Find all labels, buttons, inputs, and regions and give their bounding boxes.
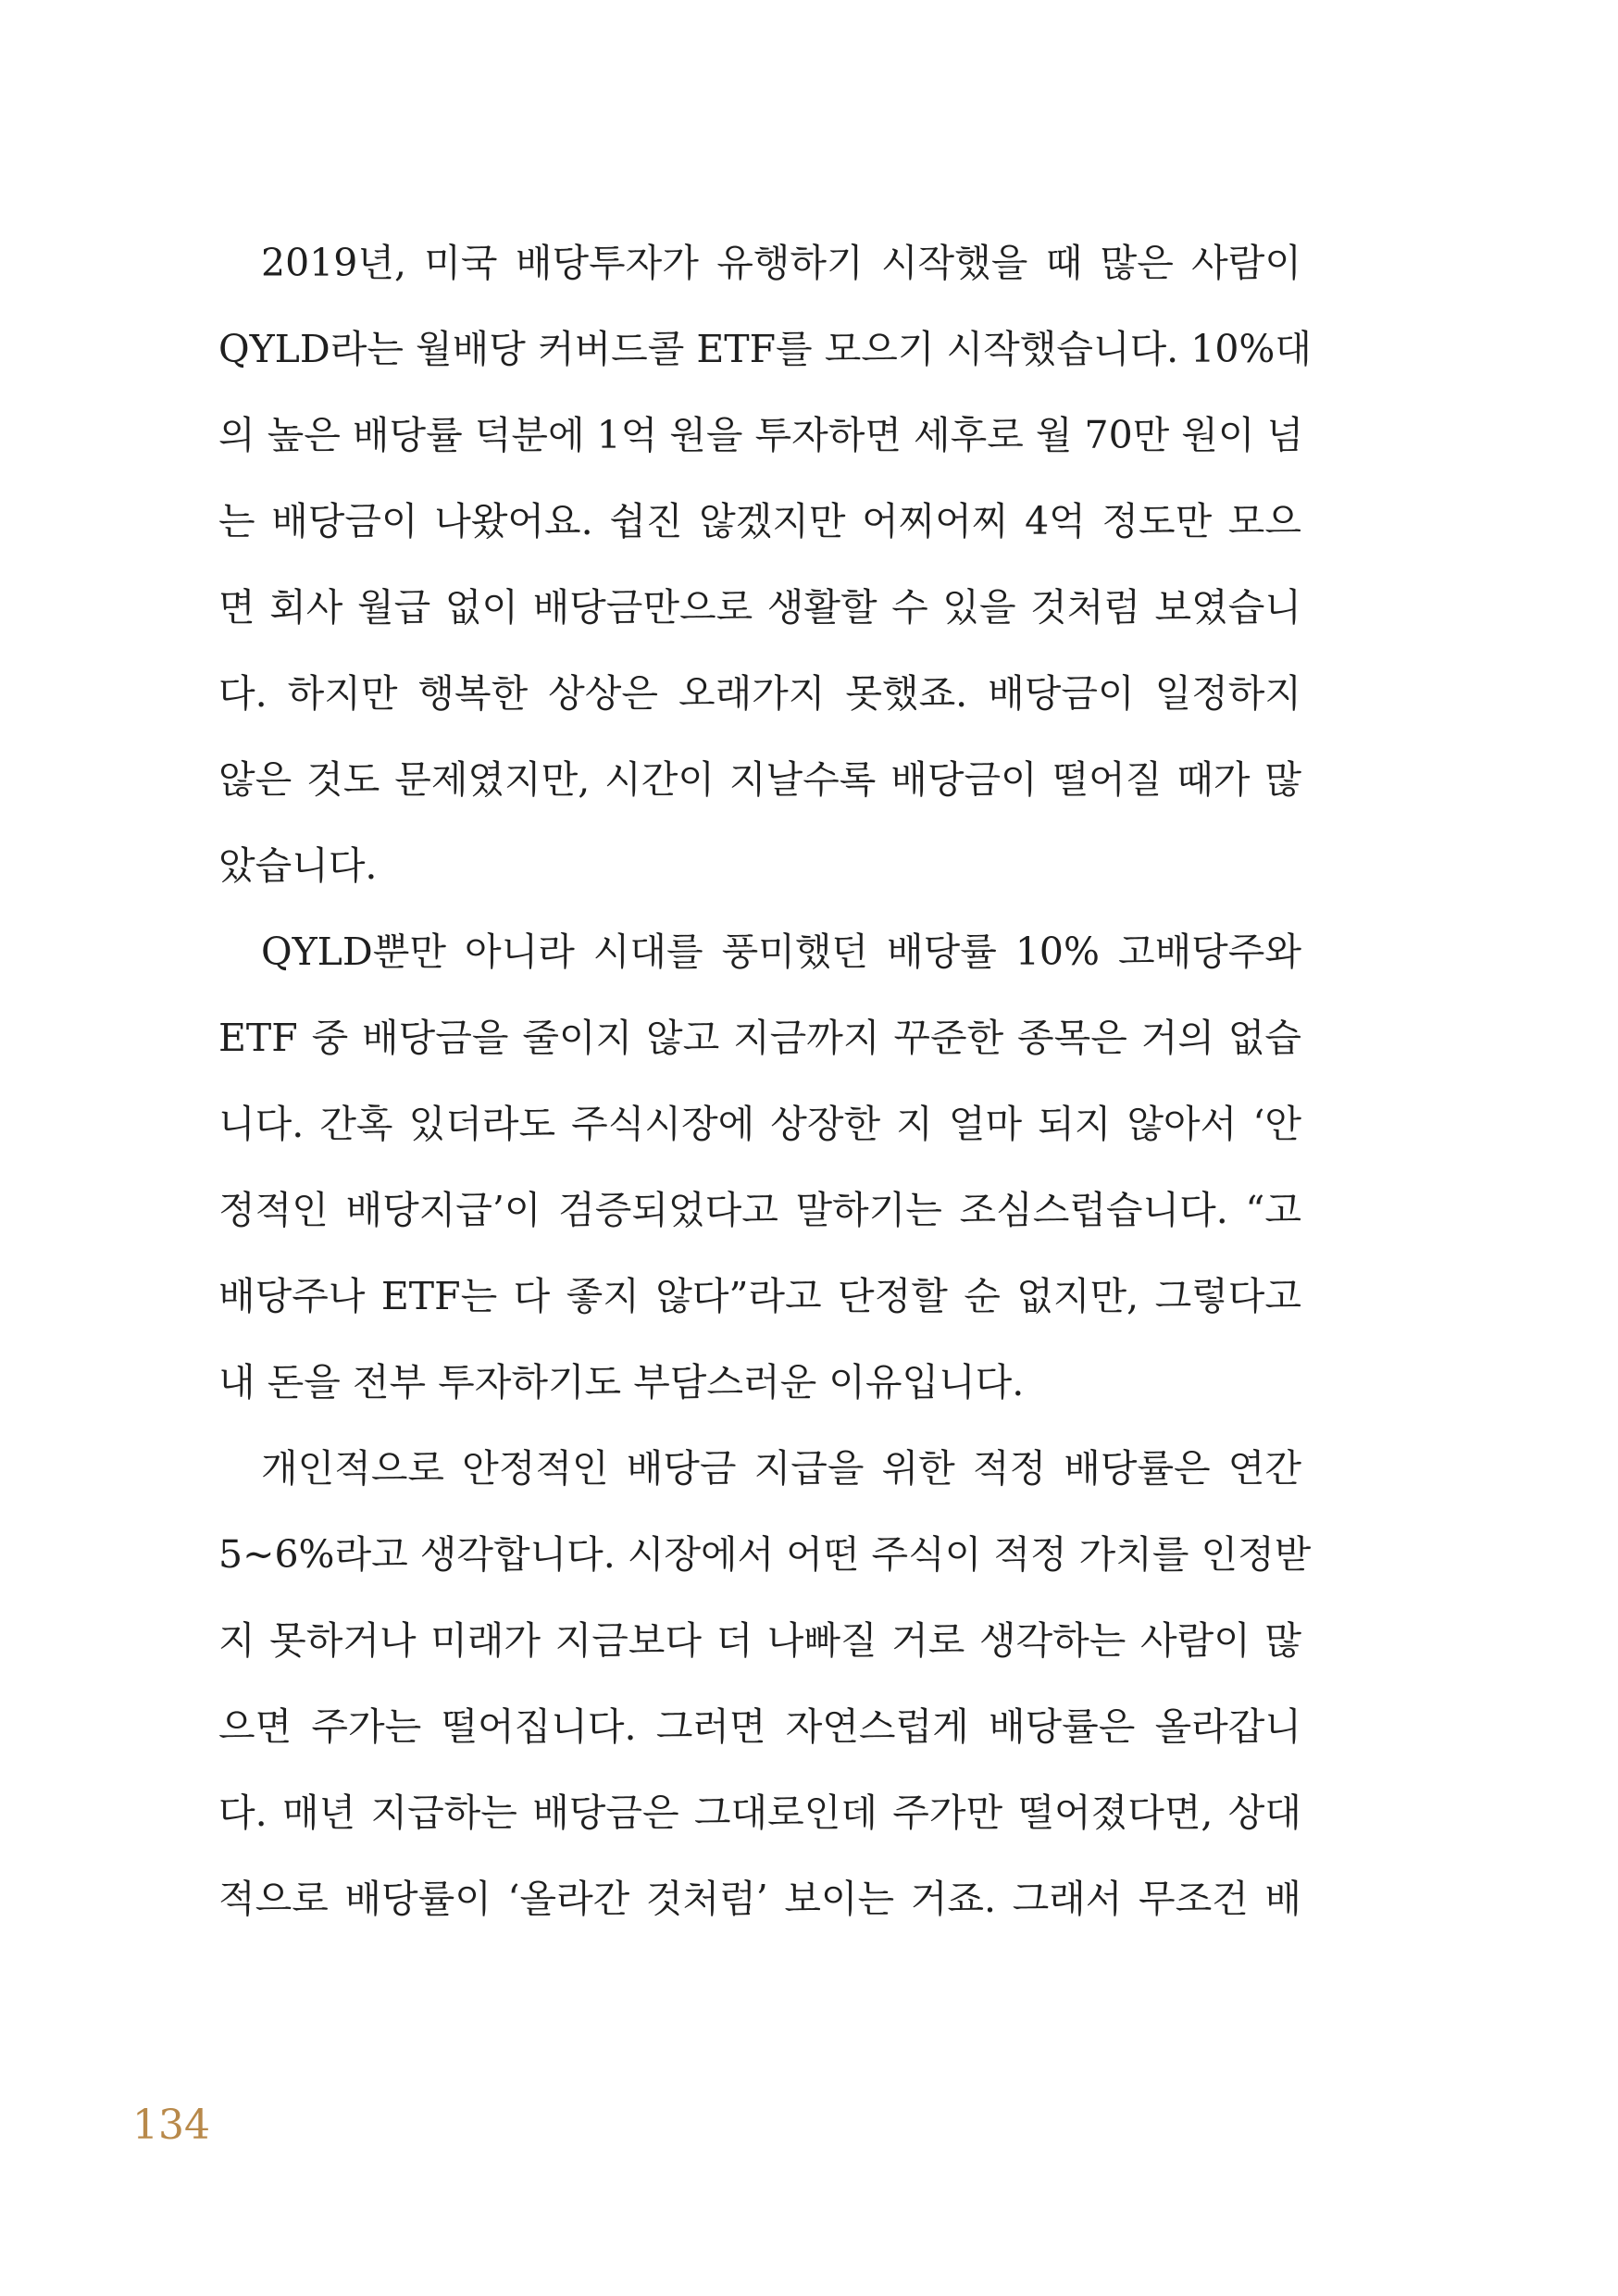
text-line: 면 회사 월급 없이 배당금만으로 생활할 수 있을 것처럼 보였습니 bbox=[218, 585, 1301, 630]
text-line: 정적인 배당지급’이 검증되었다고 말하기는 조심스럽습니다. “고 bbox=[218, 1188, 1301, 1232]
text-line: 적으로 배당률이 ‘올라간 것처럼’ 보이는 거죠. 그래서 무조건 배 bbox=[218, 1877, 1301, 1921]
text-line: 는 배당금이 나왔어요. 쉽진 않겠지만 어찌어찌 4억 정도만 모으 bbox=[218, 499, 1301, 543]
body-text bbox=[218, 220, 1312, 1942]
text-line: 으면 주가는 떨어집니다. 그러면 자연스럽게 배당률은 올라갑니 bbox=[218, 1704, 1301, 1749]
text-line: 지 못하거나 미래가 지금보다 더 나빠질 거로 생각하는 사람이 많 bbox=[218, 1618, 1301, 1663]
text-line: QYLD라는 월배당 커버드콜 ETF를 모으기 시작했습니다. 10%대 bbox=[218, 327, 1312, 371]
text-line: 개인적으로 안정적인 배당금 지급을 위한 적정 배당률은 연간 bbox=[261, 1446, 1301, 1491]
page-number: 134 bbox=[132, 2102, 210, 2149]
text-line: 다. 매년 지급하는 배당금은 그대로인데 주가만 떨어졌다면, 상대 bbox=[218, 1791, 1301, 1835]
text-line: QYLD뿐만 아니라 시대를 풍미했던 배당률 10% 고배당주와 bbox=[261, 930, 1301, 974]
paragraph-2 bbox=[218, 909, 1301, 1426]
text-line: 았습니다. bbox=[218, 843, 378, 888]
text-line: 5~6%라고 생각합니다. 시장에서 어떤 주식이 적정 가치를 인정받 bbox=[218, 1532, 1312, 1577]
text-line: 2019년, 미국 배당투자가 유행하기 시작했을 때 많은 사람이 bbox=[261, 241, 1301, 285]
text-line: 내 돈을 전부 투자하기도 부담스러운 이유입니다. bbox=[218, 1360, 1025, 1404]
text-line: 않은 것도 문제였지만, 시간이 지날수록 배당금이 떨어질 때가 많 bbox=[218, 757, 1301, 802]
paragraph-3 bbox=[218, 1426, 1312, 1942]
text-line: ETF 중 배당금을 줄이지 않고 지금까지 꾸준한 종목은 거의 없습 bbox=[218, 1016, 1301, 1060]
text-line: 니다. 간혹 있더라도 주식시장에 상장한 지 얼마 되지 않아서 ‘안 bbox=[218, 1102, 1301, 1146]
text-line: 다. 하지만 행복한 상상은 오래가지 못했죠. 배당금이 일정하지 bbox=[218, 671, 1301, 716]
paragraph-1 bbox=[218, 220, 1312, 909]
text-line: 배당주나 ETF는 다 좋지 않다”라고 단정할 순 없지만, 그렇다고 bbox=[218, 1274, 1301, 1318]
text-line: 의 높은 배당률 덕분에 1억 원을 투자하면 세후로 월 70만 원이 넘 bbox=[218, 413, 1304, 457]
